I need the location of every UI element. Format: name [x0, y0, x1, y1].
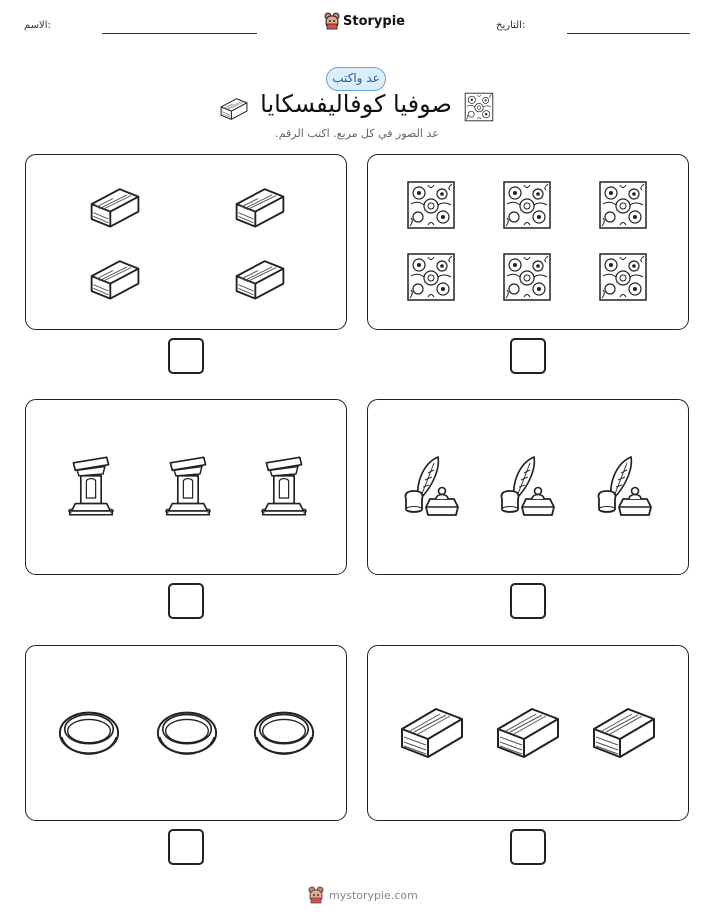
answer-box[interactable]	[168, 829, 204, 865]
count-card-books-3	[367, 645, 689, 821]
name-field[interactable]	[102, 33, 257, 34]
answer-box[interactable]	[510, 338, 546, 374]
answer-box[interactable]	[168, 583, 204, 619]
floral-tile-icon	[406, 252, 456, 302]
answer-box[interactable]	[510, 583, 546, 619]
ring-icon	[154, 707, 220, 759]
book-icon	[231, 183, 289, 229]
floral-tile-icon	[502, 252, 552, 302]
date-field[interactable]	[567, 33, 690, 34]
instructions: عد الصور في كل مربع. اكتب الرقم.	[275, 127, 439, 140]
book-icon	[86, 255, 144, 301]
book-icon	[590, 705, 658, 761]
ring-icon	[56, 707, 122, 759]
book-icon	[231, 255, 289, 301]
brand-logo	[324, 12, 405, 30]
storypie-mascot-icon	[308, 886, 324, 904]
activity-badge: عد واكتب	[326, 67, 386, 91]
quill-inkwell-icon	[492, 455, 558, 519]
lectern-icon	[259, 455, 309, 517]
floral-tile-icon	[464, 92, 494, 122]
count-card-quill-ink-3	[367, 399, 689, 575]
quill-inkwell-icon	[589, 455, 655, 519]
floral-tile-icon	[598, 180, 648, 230]
lectern-icon	[66, 455, 116, 517]
count-card-lecterns-3	[25, 399, 347, 575]
floral-tile-icon	[598, 252, 648, 302]
ring-icon	[251, 707, 317, 759]
floral-tile-icon	[406, 180, 456, 230]
book-icon	[218, 94, 250, 122]
book-icon	[86, 183, 144, 229]
storypie-mascot-icon	[324, 12, 340, 30]
book-icon	[494, 705, 562, 761]
lectern-icon	[163, 455, 213, 517]
date-label: التاريخ:	[496, 20, 526, 31]
count-card-books-4	[25, 154, 347, 330]
floral-tile-icon	[502, 180, 552, 230]
page-title: صوفيا كوفاليفسكايا	[260, 90, 452, 118]
count-card-rings-3	[25, 645, 347, 821]
footer	[308, 886, 418, 904]
brand-name: Storypie	[343, 13, 405, 29]
name-label: الاسم:	[24, 20, 51, 31]
answer-box[interactable]	[510, 829, 546, 865]
book-icon	[398, 705, 466, 761]
count-card-tiles-6	[367, 154, 689, 330]
quill-inkwell-icon	[396, 455, 462, 519]
footer-url[interactable]: mystorypie.com	[329, 888, 418, 902]
answer-box[interactable]	[168, 338, 204, 374]
